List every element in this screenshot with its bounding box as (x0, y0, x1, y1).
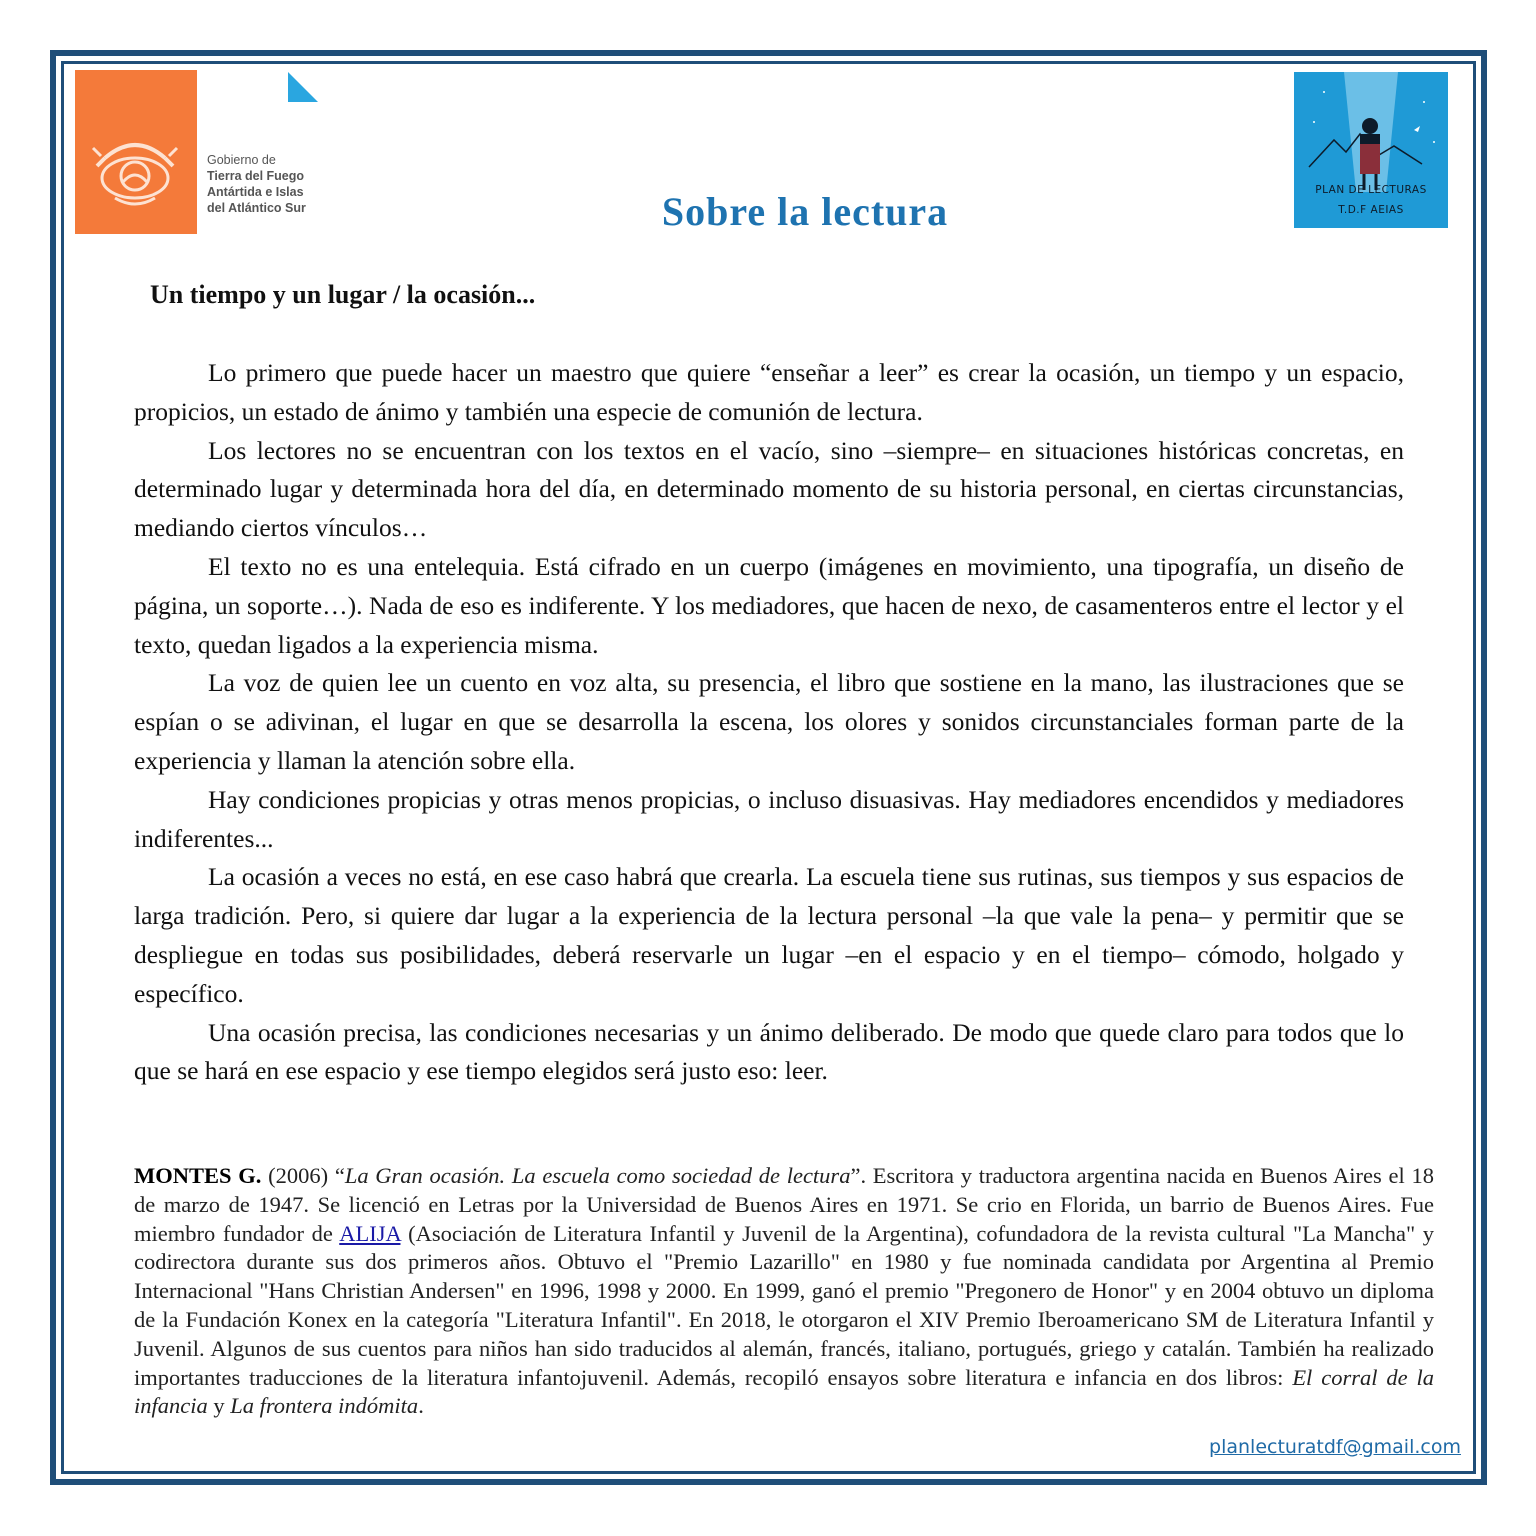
section-subtitle: Un tiempo y un lugar / la ocasión... (150, 280, 536, 309)
government-logo (75, 70, 320, 234)
plan-logo-title: PLAN DE LECTURAS (1315, 184, 1427, 196)
paragraph: Una ocasión precisa, las condiciones necesarias y un ánimo deliberado. De modo que quede claro para todos que lo que se hará en ese espacio y ese tiempo elegidos será justo eso: leer. (134, 1017, 1404, 1086)
paragraph: El texto no es una entelequia. Está cifrado en un cuerpo (imágenes en movimiento, una tipografía, un diseño de página, un soporte…). Nada de eso es indiferente. Y los mediadores, que hacen de nexo, de casamenteros entre el lector y el texto, quedan ligados a la experiencia misma. (134, 551, 1404, 659)
paragraph: Lo primero que puede hacer un maestro que quiere “enseñar a leer” es crear la ocasión, un tiempo y un espacio, propicios, un estado de ánimo y también una especie de comunión de lectura. (134, 358, 1404, 426)
author-name: MONTES G. (134, 1163, 262, 1188)
plan-lecturas-logo (1294, 72, 1448, 228)
contact-email-link[interactable]: planlecturatdf@gmail.com (1209, 1436, 1461, 1458)
alija-link[interactable]: ALIJA (339, 1220, 401, 1246)
book-title: La frontera indómita (230, 1393, 419, 1419)
paragraph: La ocasión a veces no está, en ese caso habrá que crearla. La escuela tiene sus rutinas, sus tiempos y sus espacios de larga tradición. Pero, si quiere dar lugar a la experiencia de la lectura personal –la que vale la pena– y permitir que se despliegue en todas sus posibilidades, deberá reservarle un lugar –en el espacio y en el tiempo– cómodo, holgado y específico. (134, 862, 1404, 1008)
province-shield-icon (75, 70, 197, 234)
main-text (134, 354, 1404, 1091)
author-bio: MONTES G. (2006) “La Gran ocasión. La escuela como sociedad de lectura”. Escritora y traductora argentina nacida en Buenos Aires el 18 de marzo de 1947. Se licenció en Letras por la Universidad de Buenos Aires en 1971. Se crio en Florida, un barrio de Buenos Aires. Fue miembro fundador de ALIJA (Asociación de Literatura Infantil y Juvenil de la Argentina), cofundadora de la revista cultural "La Mancha" y codirectora durante sus dos primeros años. Obtuvo el "Premio Lazarillo" en 1980 y fue nominada candidata por Argentina al Premio Internacional "Hans Christian Andersen" en 1996, 1998 y 2000. En 1999, ganó el premio "Pregonero de Honor" y en 2004 obtuvo un diploma de la Fundación Konex en la categoría "Literatura Infantil". En 2018, le otorgaron el XIV Premio Iberoamericano SM de Literatura Infantil y Juvenil. Algunos de sus cuentos para niños han sido traducidos al alemán, francés, italiano, portugués, griego y catalán. También ha realizado importantes traducciones de la literatura infantojuvenil. Además, recopiló ensayos sobre literatura e infancia en dos libros: El corral de la infancia y La frontera indómita. (134, 1163, 1435, 1419)
work-title: La Gran ocasión. La escuela como sociedad de lectura (344, 1163, 851, 1188)
paragraph: Los lectores no se encuentran con los textos en el vacío, sino –siempre– en situaciones históricas concretas, en determinado lugar y determinada hora del día, en determinado momento de su historia personal, en ciertas circunstancias, mediando ciertos vínculos… (134, 435, 1404, 543)
province-shield-block (75, 70, 197, 234)
blue-corner-triangle (288, 72, 320, 109)
paragraph: La voz de quien lee un cuento en voz alta, su presencia, el libro que sostiene en la mano, las ilustraciones que se espían o se adivinan, el lugar en que se desarrolla la escena, los olores y sonidos circunstanciales forman parte de la experiencia y llaman la atención sobre ella. (134, 668, 1404, 775)
page-title: Sobre la lectura (661, 189, 949, 234)
plan-logo-subtitle: T.D.F AEIAS (1338, 204, 1404, 216)
book-title: El corral de la infancia (134, 1364, 1434, 1419)
government-name: Gobierno de Tierra del Fuego Antártida e Islas del Atlántico Sur (207, 153, 306, 215)
paragraph: Hay condiciones propicias y otras menos propicias, o incluso disuasivas. Hay mediadores encendidos y mediadores indiferentes... (134, 784, 1404, 853)
